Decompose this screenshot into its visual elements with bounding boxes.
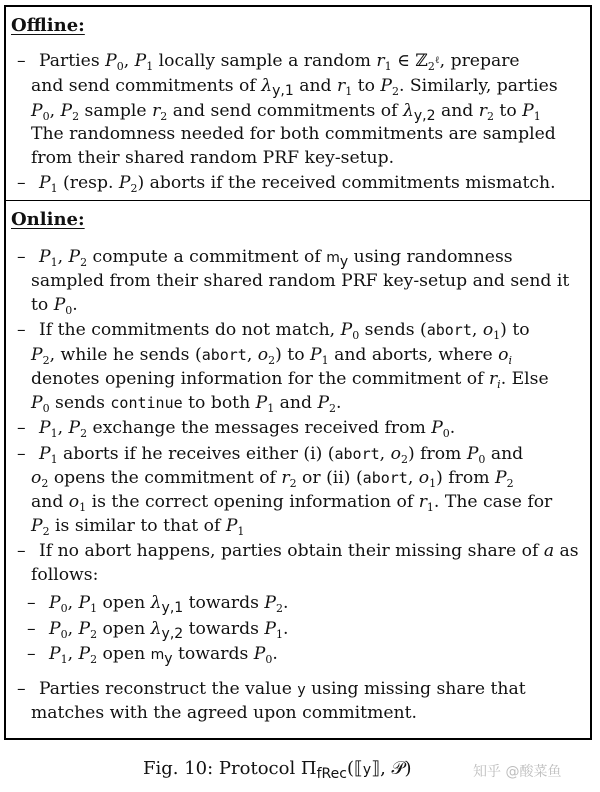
online-subitem-1: – $P_0$, $P_1$ open $\lambda_{y,1}$ towards $P_2$. (27, 593, 289, 616)
online-item-2-line-4: $P_0$ sends continue to both $P_1$ and $P_2$. (31, 393, 342, 415)
online-item-1-line-2: sampled from their shared random PRF key-setup and send it (31, 271, 570, 291)
online-item-1-line-3: to $P_0$. (31, 295, 78, 317)
online-item-6-line-2: matches with the agreed upon commitment. (31, 703, 417, 723)
online-item-4-line-4: $P_2$ is similar to that of $P_1$ (31, 516, 245, 538)
figure-caption: Fig. 10: Protocol $\Pi_{fRec}(⟦y⟧$, 𝒫) (143, 758, 412, 782)
online-item-5-line-2: follows: (31, 565, 99, 585)
offline-item-1-line-5: from their shared random PRF key-setup. (31, 148, 395, 168)
online-item-2-line-1: – If the commitments do not match, $P_0$ sends (abort, $o_1$) to (17, 320, 530, 342)
online-item-6-line-1: – Parties reconstruct the value y using missing share that (17, 679, 526, 699)
watermark: 知乎 @酸菜鱼 (473, 764, 562, 780)
offline-item-1-line-2: and send commitments of $\lambda_{y,1}$ and $r_1$ to $P_2$. Similarly, parties (31, 76, 558, 99)
online-subitem-3: – $P_1$, $P_2$ open $m_y$ towards $P_0$. (27, 644, 278, 667)
section-divider (4, 200, 592, 201)
offline-item-1-line-1: – Parties $P_0$, $P_1$ locally sample a random $r_1$ ∈ ℤ$_{2^\ell}$, prepare (17, 51, 520, 73)
online-subitem-2: – $P_0$, $P_2$ open $\lambda_{y,2}$ towards $P_1$. (27, 619, 289, 642)
online-item-4-line-1: – $P_1$ aborts if he receives either (i) (abort, $o_2$) from $P_0$ and (17, 444, 524, 466)
online-item-3: – $P_1$, $P_2$ exchange the messages received from $P_0$. (17, 418, 456, 440)
online-item-2-line-3: denotes opening information for the commitment of $r_i$. Else (31, 369, 549, 391)
online-item-4-line-3: and $o_1$ is the correct opening information of $r_1$. The case for (31, 492, 553, 514)
offline-heading: Offline: (11, 15, 85, 36)
offline-item-1-line-4: The randomness needed for both commitments are sampled (31, 124, 556, 144)
online-heading: Online: (11, 209, 85, 230)
online-item-1-line-1: – $P_1$, $P_2$ compute a commitment of $m_y$ using randomness (17, 247, 513, 270)
online-item-5-line-1: – If no abort happens, parties obtain their missing share of a as (17, 541, 579, 561)
online-item-2-line-2: $P_2$, while he sends (abort, $o_2$) to $P_1$ and aborts, where $o_i$ (31, 345, 513, 367)
offline-item-1-line-3: $P_0$, $P_2$ sample $r_2$ and send commitments of $\lambda_{y,2}$ and $r_2$ to $P_1$ (31, 101, 541, 124)
online-item-4-line-2: $o_2$ opens the commitment of $r_2$ or (ii) (abort, $o_1$) from $P_2$ (31, 468, 514, 490)
offline-item-2: – $P_1$ (resp. $P_2$) aborts if the received commitments mismatch. (17, 173, 556, 195)
